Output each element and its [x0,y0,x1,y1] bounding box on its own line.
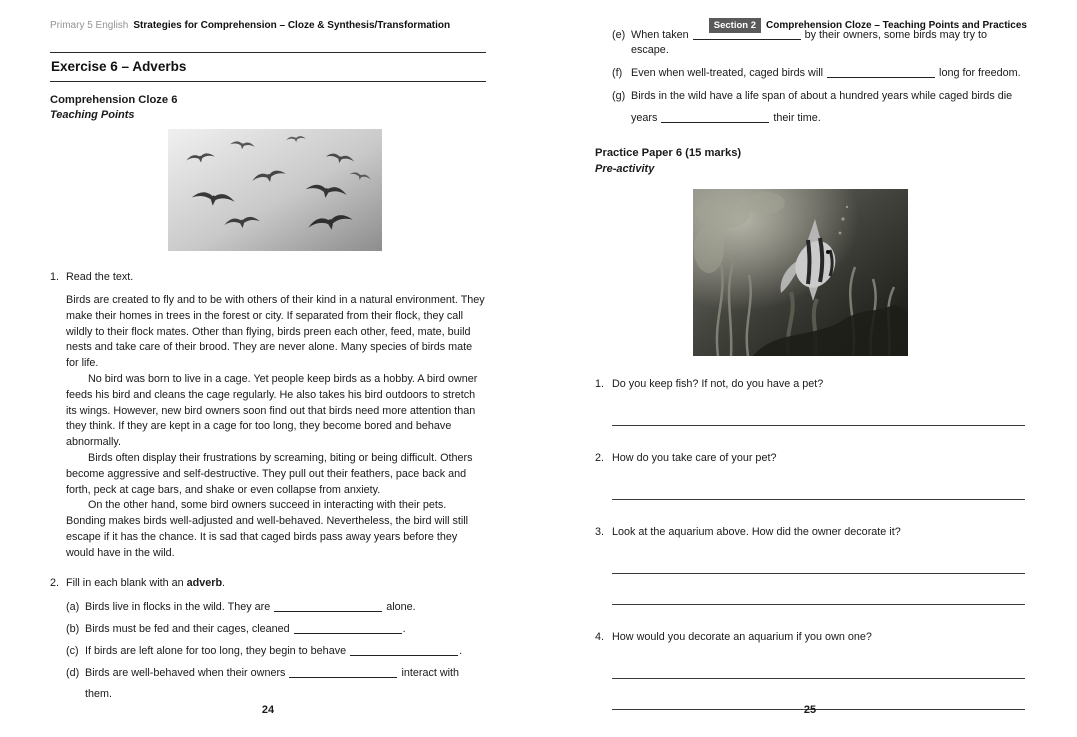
reading-passage [66,293,486,562]
blank-pre-text: Birds must be fed and their cages, cleaned [85,622,290,635]
right-page [595,0,1025,737]
section-badge: Section 2 [709,18,761,33]
fill-blank-line[interactable] [827,67,935,78]
item-text [631,89,1025,126]
blank-continuation-text: them. [85,687,113,700]
item-label: (e) [612,29,626,41]
blank-pre-text: Even when well-treated, caged birds will [631,67,824,79]
blank-post-text: their time. [773,112,821,124]
teaching-points-subtitle: Teaching Points [50,109,135,121]
book-series-label: Primary 5 English [50,20,129,31]
cloze-item-d [66,666,486,702]
question-2 [595,451,1025,466]
item-text [85,622,486,637]
task-2-text-post: . [222,576,226,589]
item-text [631,66,1025,81]
question-text: How do you take care of your pet? [612,452,777,464]
answer-line[interactable] [612,499,1025,500]
question-text: Look at the aquarium above. How did the owner decorate it? [612,526,901,538]
fill-blank-line[interactable] [350,645,458,656]
passage-paragraph: No bird was born to live in a cage. Yet people keep birds as a hobby. A bird owner feeds his bird and cleans the cage regularly. He also takes his bird outdoors to stretch its wings. However, new bird owners soon find out that birds need more attention than they think. If they are kept in a cage for too long, they become bored and behave abnormally. [66,372,478,449]
task-2-text-pre: Fill in each blank with an [66,576,187,589]
page-number-right: 25 [803,704,817,716]
task-2-fill-blanks [50,576,486,591]
pre-activity-subtitle: Pre-activity [595,163,655,175]
blank-post-text: . [459,644,463,657]
fill-blank-line[interactable] [274,601,382,612]
cloze-item-c [66,644,486,659]
blank-post-text: . [402,622,406,635]
left-page [50,0,486,737]
exercise-title: Exercise 6 – Adverbs [51,59,187,74]
item-text [631,28,1025,58]
blank-line1-text: Birds in the wild have a life span of about a hundred years while caged birds die [631,90,1013,102]
passage-paragraph: Birds often display their frustrations by screaming, biting or being difficult. Others become aggressive and self-destructive. They pull out their feathers, pace back and forth, peck at cage bars, and shake or even collapse from anxiety. [66,451,473,496]
answer-line[interactable] [612,604,1025,605]
question-number: 3. [595,526,605,538]
item-label: (f) [612,67,623,79]
question-text: Do you keep fish? If not, do you have a pet? [612,378,824,390]
answer-line[interactable] [612,573,1025,574]
blank-pre-text: If birds are left alone for too long, they begin to behave [85,644,347,657]
cloze-item-b [66,622,486,637]
question-4 [595,630,1025,645]
page-number-left: 24 [261,704,275,716]
passage-paragraph: On the other hand, some bird owners succeed in interacting with their pets. Bonding makes birds well-adjusted and well-behaved. Nevertheless, the bird will still escape if it has the chance. It is sad that caged birds pass away years before they would have in the wild. [66,499,469,559]
exercise-title-block [50,52,486,82]
blank-post-text: long for freedom. [939,67,1021,79]
section-title: Comprehension Cloze – Teaching Points and Practices [766,20,1027,31]
fill-blank-line[interactable] [693,29,801,40]
cloze-item-g [612,89,1025,126]
birds-sky-illustration [168,129,382,251]
task-1-number: 1. [50,271,60,283]
item-label: (a) [66,600,80,613]
aquarium-photo [693,189,908,356]
cloze-section-title: Comprehension Cloze 6 [50,94,178,106]
practice-paper-title: Practice Paper 6 (15 marks) [595,147,742,159]
question-number: 1. [595,378,605,390]
question-number: 2. [595,452,605,464]
item-text [85,666,486,702]
task-1-read-text [50,270,486,285]
task-2-text-bold: adverb [186,576,223,589]
aquarium-illustration [693,189,908,356]
passage-paragraph: Birds are created to fly and to be with others of their kind in a natural environment. They make their homes in trees in the forest or city. If separated from their flock, they call wildly to their flock mates. Other than flying, birds preen each other, feed, mate, build nests and take care of their brood. They are never alone. Many species of birds mate for life. [66,294,485,370]
blank-line2 [631,111,1025,126]
cloze-item-e [612,28,1025,58]
question-1 [595,377,1025,392]
task-2-number: 2. [50,576,60,589]
birds-flying-photo [168,129,382,251]
cloze-item-a [66,600,486,615]
fill-blank-line[interactable] [661,112,769,123]
task-2-text [66,576,486,591]
item-label: (c) [66,644,79,657]
answer-line[interactable] [612,678,1025,679]
cloze-blank-list [66,600,486,702]
cloze-blank-list-continued [612,28,1025,126]
cloze-item-f [612,66,1025,81]
blank-pre-text: Birds live in flocks in the wild. They are [85,600,271,613]
item-label: (b) [66,622,80,635]
blank-pre-text: When taken [631,29,689,41]
task-1-text: Read the text. [66,271,134,283]
question-3 [595,525,1025,540]
item-text [85,644,486,659]
blank-post-text: by their owners, some birds may try to escape. [631,29,988,56]
item-label: (g) [612,90,626,102]
blank-pre-text: Birds are well-behaved when their owners [85,666,286,679]
item-label: (d) [66,666,80,679]
item-text [85,600,486,615]
fill-blank-line[interactable] [289,667,397,678]
question-text: How would you decorate an aquarium if you own one? [612,631,872,643]
blank-post-text: alone. [386,600,416,613]
blank-post-text: interact with [401,666,460,679]
question-number: 4. [595,631,605,643]
fill-blank-line[interactable] [294,623,402,634]
answer-line[interactable] [612,425,1025,426]
book-title: Strategies for Comprehension – Cloze & Synthesis/Transformation [133,20,451,31]
blank-pre-text: years [631,112,658,124]
